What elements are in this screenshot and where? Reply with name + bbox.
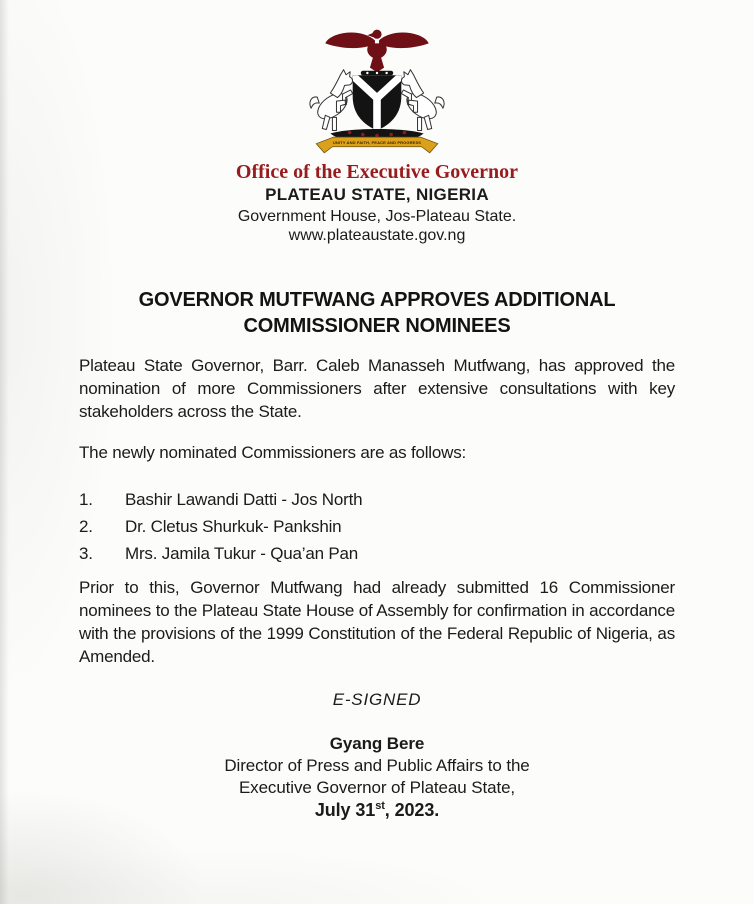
shield-icon <box>350 73 405 133</box>
signature-block <box>79 733 675 821</box>
wreath-icon <box>361 71 393 76</box>
list-number: 3. <box>79 544 93 563</box>
paragraph-context: Prior to this, Governor Mutfwang had already submitted 16 Commissioner nominees to the Plateau State House of Assembly for confirmation in accordance with the provisions of the 1999 Constitution of the Federal Republic of Nigeria, as Amended. <box>79 578 675 666</box>
date-ordinal: st <box>375 800 385 812</box>
nominee-list <box>79 486 675 567</box>
signatory-role-line1: Director of Press and Public Affairs to the <box>224 756 530 775</box>
headline-line2: COMMISSIONER NOMINEES <box>243 315 511 337</box>
list-item <box>79 540 675 567</box>
signatory-role-line2: Executive Governor of Plateau State, <box>238 778 516 797</box>
motto-ribbon <box>316 137 438 153</box>
paragraph-approval: Plateau State Governor, Barr. Caleb Manasseh Mutfwang, has approved the nomination of more Commissioners after extensive consultations with key stakeholders across the State. <box>79 356 675 421</box>
list-item <box>79 513 675 540</box>
list-text: Mrs. Jamila Tukur - Qua’an Pan <box>125 544 359 563</box>
eagle-icon <box>325 30 428 73</box>
list-number: 1. <box>79 490 93 509</box>
nigeria-coat-of-arms-icon <box>301 26 453 158</box>
signatory-name: Gyang Bere <box>329 734 425 753</box>
document-date <box>79 799 675 821</box>
state-name: PLATEAU STATE, NIGERIA <box>265 185 489 204</box>
headline-line1: GOVERNOR MUTFWANG APPROVES ADDITIONAL <box>138 289 616 311</box>
list-text: Bashir Lawandi Datti - Jos North <box>125 490 363 509</box>
paragraph-lead-in: The newly nominated Commissioners are as follows: <box>79 443 467 462</box>
esigned-label: E-SIGNED <box>332 690 422 709</box>
website-url: www.plateaustate.gov.ng <box>288 227 466 244</box>
document-body <box>79 287 675 821</box>
letterhead <box>0 0 754 245</box>
headline <box>79 287 675 339</box>
list-item <box>79 486 675 513</box>
address-line: Government House, Jos-Plateau State. <box>237 208 517 225</box>
office-name: Office of the Executive Governor <box>235 161 519 183</box>
date-day: July 31 <box>314 800 376 820</box>
list-text: Dr. Cletus Shurkuk- Pankshin <box>125 517 342 536</box>
list-number: 2. <box>79 517 93 536</box>
left-horse-icon <box>310 70 353 131</box>
right-horse-icon <box>401 70 444 131</box>
date-year: , 2023. <box>384 800 440 820</box>
motto-text: UNITY AND FAITH, PEACE AND PROGRESS <box>332 140 422 146</box>
